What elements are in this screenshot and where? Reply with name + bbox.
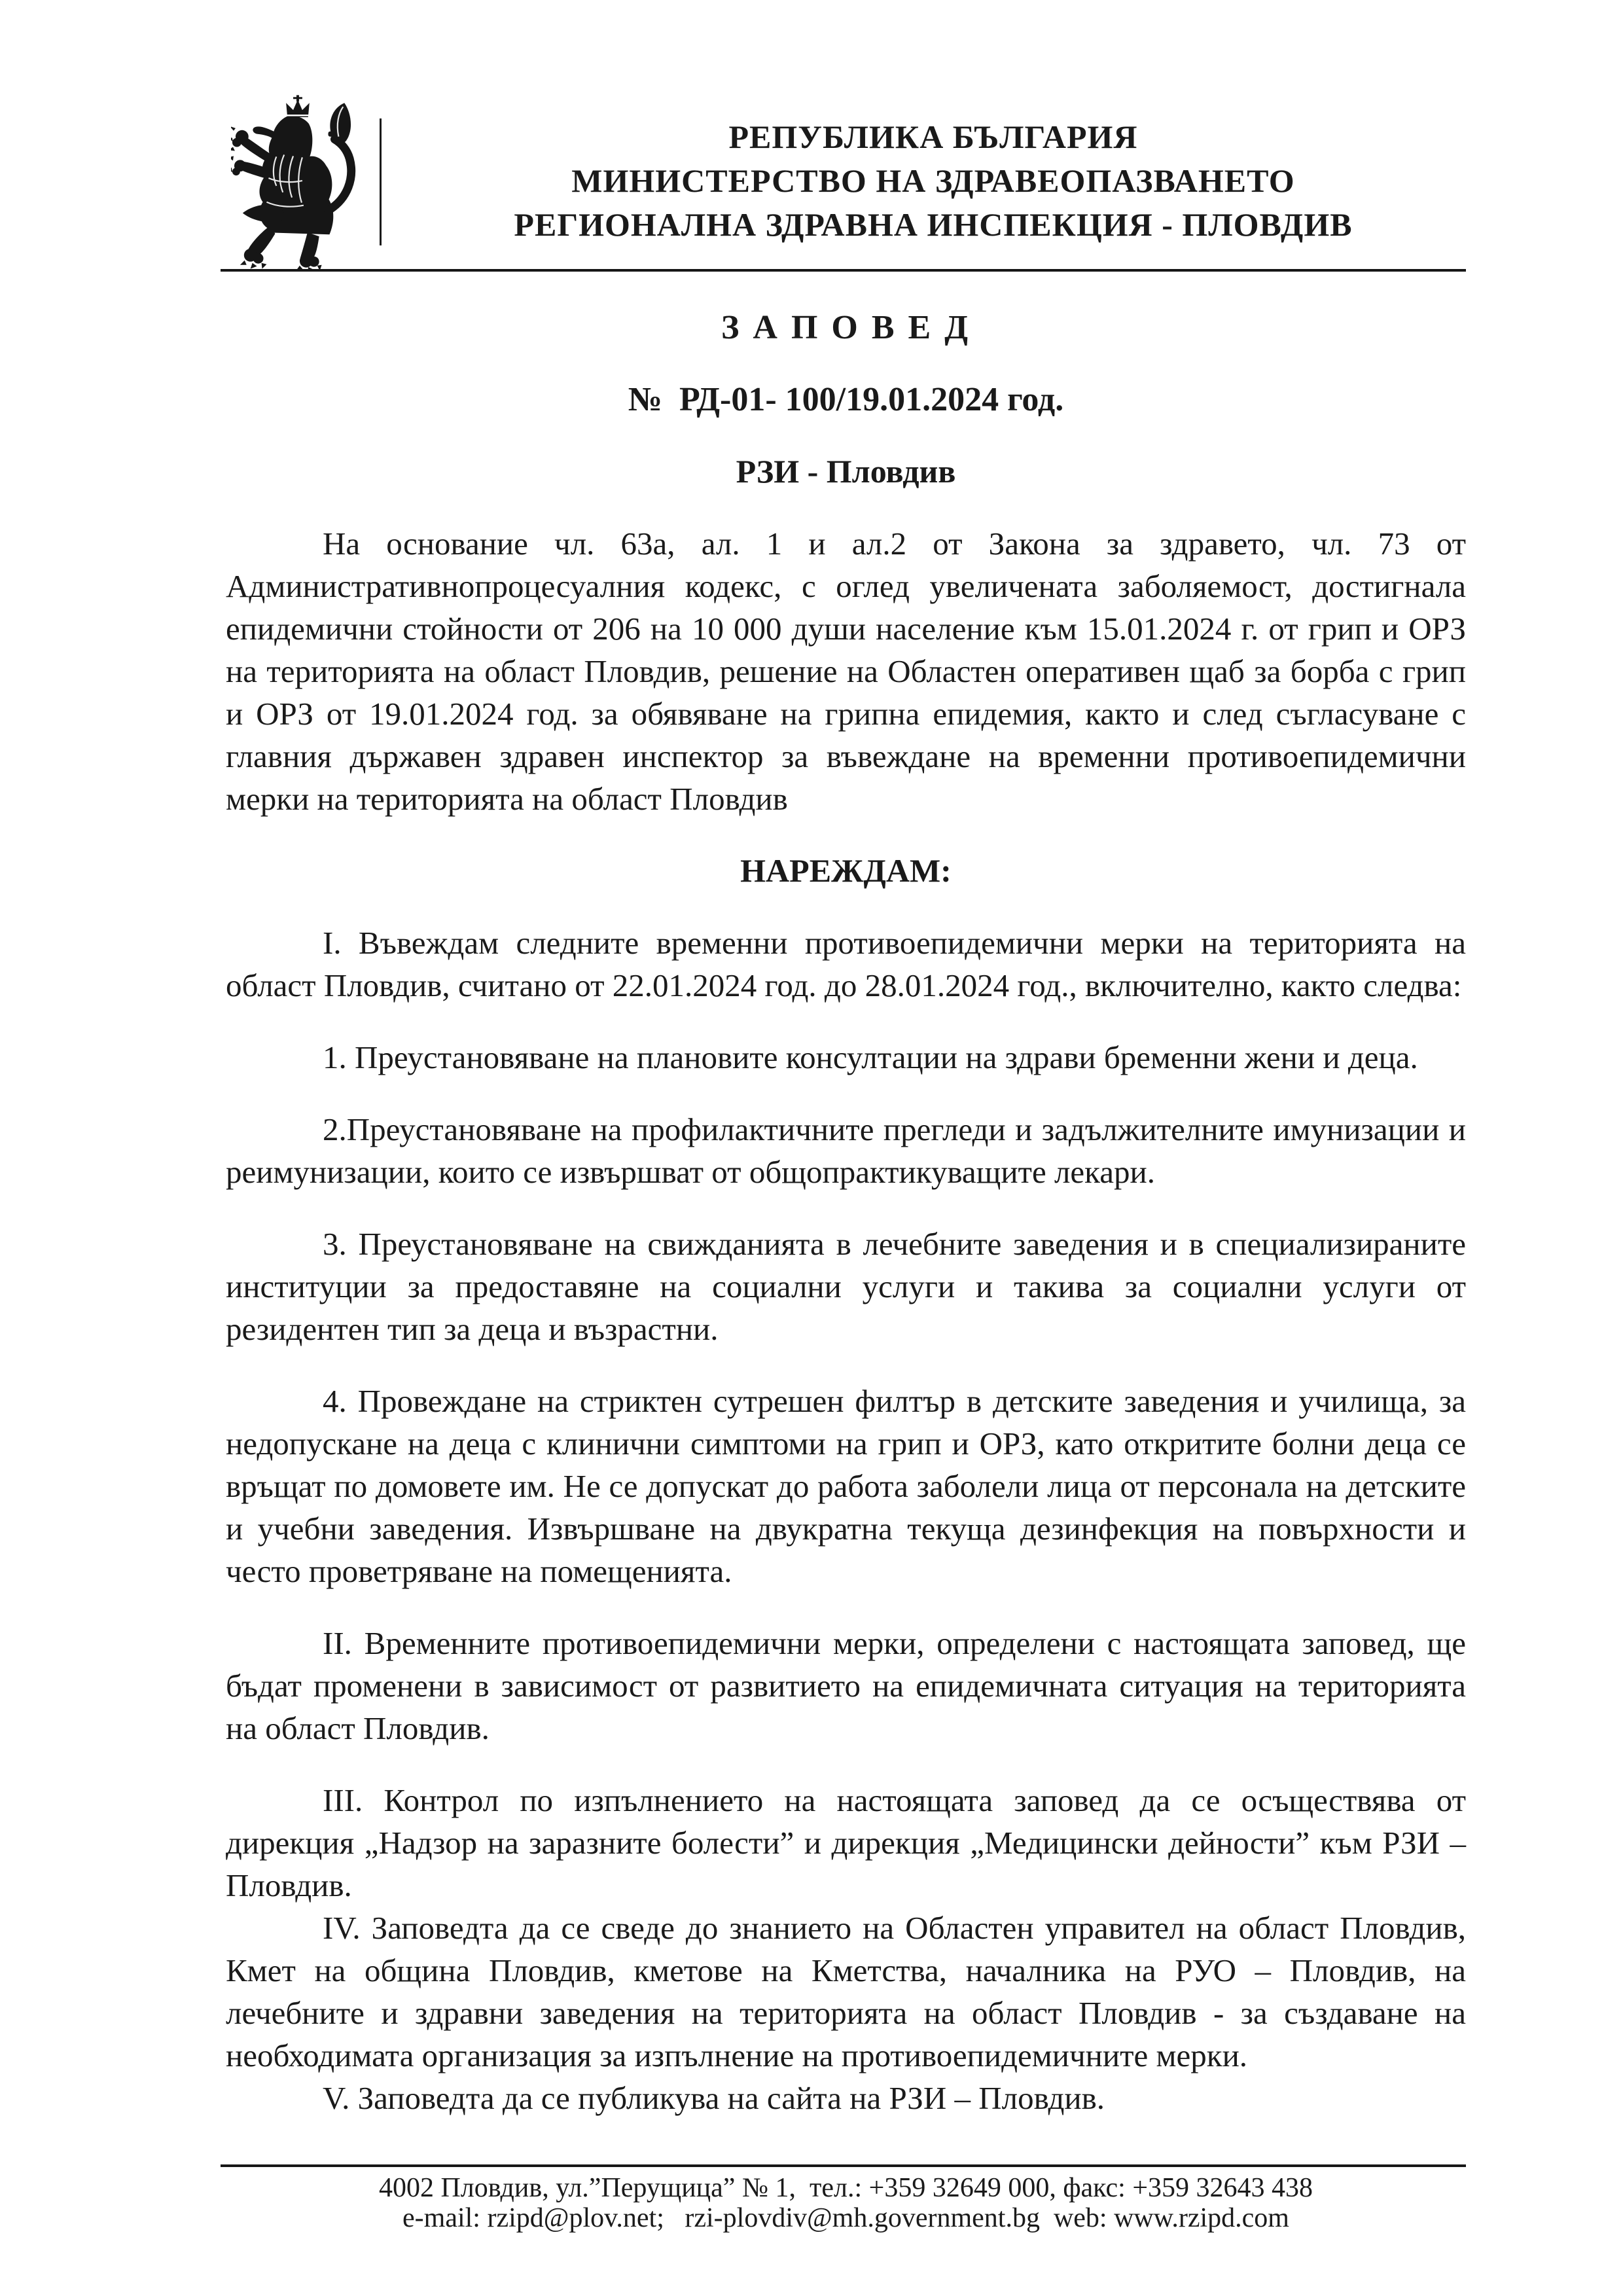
order-number: № РД-01- 100/19.01.2024 год. [628, 381, 1064, 418]
item-2: 2.Преустановяване на профилактичните прегледи и задължителните имунизации и реимунизации, които се извършват от общопрактикуващите лекари. [226, 1111, 1466, 1190]
item-1: 1. Преустановяване на плановите консултации на здрави бременни жени и деца. [323, 1039, 1418, 1075]
item-3: 3. Преустановяване на свижданията в лечебните заведения и в специализираните институции за предоставяне на социални услуги и такива за социални услуги от резидентен тип за деца и възрастни. [226, 1226, 1466, 1347]
item-I: I. Въвеждам следните временни противоепидемични мерки на територията на област Пловдив, считано от 22.01.2024 год. до 28.01.2024 год., включително, както следва: [226, 925, 1466, 1003]
footer-address-line: 4002 Пловдив, ул.”Перущица” № 1, тел.: +359 32649 000, факс: +359 32643 438 [378, 2173, 1313, 2203]
document-body [226, 306, 1466, 2119]
item-IV: IV. Заповедта да се сведе до знанието на Областен управител на област Пловдив, Кмет на община Пловдив, кметове на Кметства, началника на РУО – Пловдив, на лечебните и здравни заведения на територията на област Пловдив - за създаване на необходимата организация за изпълнение на противоепидемичните мерки. [226, 1910, 1466, 2073]
order-title: З А П О В Е Д [721, 309, 971, 346]
item-II: II. Временните противоепидемични мерки, определени с настоящата заповед, ще бъдат променени в зависимост от развитието на епидемичната ситуация на територията на област Пловдив. [226, 1625, 1466, 1746]
item-III: III. Контрол по изпълнението на настоящата заповед да се осъществява от дирекция „Надзор на заразните болести” и дирекция „Медицински дейности” към РЗИ – Пловдив. [226, 1782, 1466, 1903]
order-heading: НАРЕЖДАМ: [740, 852, 952, 889]
letterhead [381, 115, 1486, 247]
preamble-paragraph: На основание чл. 63а, ал. 1 и ал.2 от Закона за здравето, чл. 73 от Административнопроцесуалния кодекс, с оглед увеличената заболяемост, достигнала епидемични стойности от 206 на 10 000 души население към 15.01.2024 г. от грип и ОРЗ на територията на област Пловдив, решение на Областен оперативен щаб за борба с грип и ОРЗ от 19.01.2024 год. за обявяване на грипна епидемия, както и след съгласуване с главния държавен здравен инспектор за въвеждане на временни противоепидемични мерки на територията на област Пловдив [226, 526, 1466, 817]
bulgarian-lion-coat-of-arms-icon [231, 95, 361, 270]
letterhead-republic-line: РЕПУБЛИКА БЪЛГАРИЯ [728, 118, 1138, 155]
item-V: V. Заповедта да се публикува на сайта на РЗИ – Пловдив. [323, 2080, 1105, 2116]
header-horizontal-rule [221, 269, 1466, 272]
footer-contacts-line: e-mail: rzipd@plov.net; rzi-plovdiv@mh.government.bg web: www.rzipd.com [402, 2203, 1289, 2233]
footer [226, 2173, 1466, 2233]
item-4: 4. Провеждане на стриктен сутрешен филтър в детските заведения и училища, за недопускане на деца с клинични симптоми на грип и ОРЗ, като откритите болни деца се връщат по домовете им. Не се допускат до работа заболели лица от персонала на детските и учебни заведения. Извършване на двукратна текуща дезинфекция на повърхности и често проветряване на помещенията. [226, 1383, 1466, 1589]
order-issuer: РЗИ - Пловдив [736, 453, 956, 490]
letterhead-inspection-line: РЕГИОНАЛНА ЗДРАВНА ИНСПЕКЦИЯ - ПЛОВДИВ [514, 206, 1353, 243]
letterhead-ministry-line: МИНИСТЕРСТВО НА ЗДРАВЕОПАЗВАНЕТО [571, 162, 1295, 199]
footer-horizontal-rule [221, 2164, 1466, 2167]
